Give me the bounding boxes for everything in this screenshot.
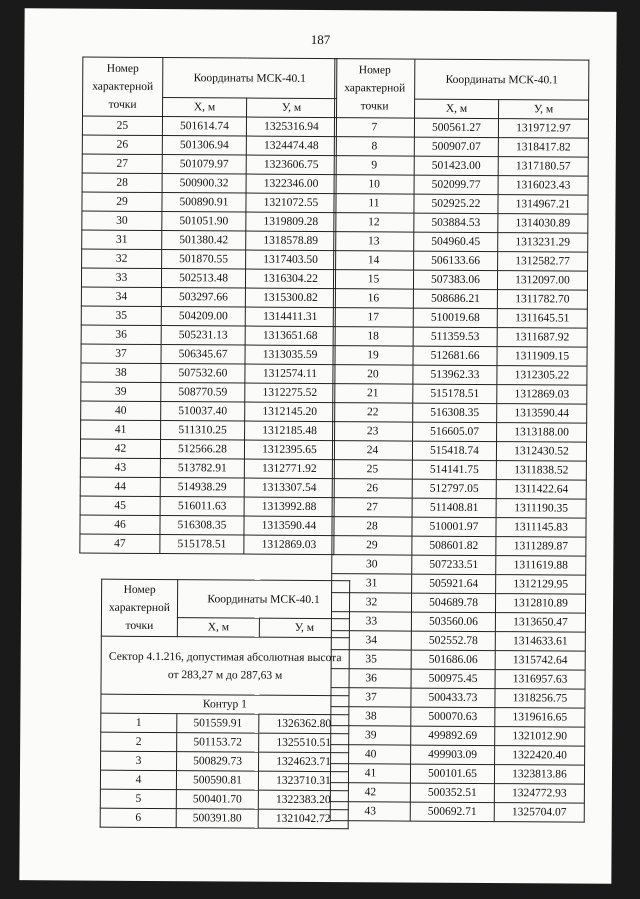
point-number-cell: 32 xyxy=(331,593,411,612)
point-number-cell: 42 xyxy=(80,439,160,458)
y-coordinate-cell: 1311190.35 xyxy=(496,499,586,519)
x-coordinate-cell: 507532.60 xyxy=(161,364,245,384)
x-coordinate-cell: 500590.81 xyxy=(176,771,258,791)
x-coordinate-cell: 508770.59 xyxy=(161,383,245,403)
y-coordinate-cell: 1312771.92 xyxy=(244,459,334,479)
y-coordinate-cell: 1319712.97 xyxy=(498,119,588,139)
y-coordinate-cell: 1323606.75 xyxy=(246,155,336,175)
point-number-cell: 35 xyxy=(331,650,411,669)
table-row xyxy=(331,745,585,766)
header-x: X, м xyxy=(177,618,259,638)
y-coordinate-cell: 1311838.52 xyxy=(496,461,586,481)
table-row xyxy=(331,631,585,652)
y-coordinate-cell: 1322383.20 xyxy=(258,790,348,810)
point-number-cell: 30 xyxy=(82,211,162,230)
y-coordinate-cell: 1318578.89 xyxy=(246,231,336,251)
point-number-cell: 44 xyxy=(80,477,160,496)
table-row xyxy=(332,536,586,557)
x-coordinate-cell: 511359.53 xyxy=(413,327,497,347)
y-coordinate-cell: 1323710.31 xyxy=(258,771,348,791)
y-coordinate-cell: 1316304.22 xyxy=(245,269,335,289)
table-row xyxy=(333,289,587,310)
table-row xyxy=(100,789,348,810)
y-coordinate-cell: 1312395.65 xyxy=(244,440,334,460)
y-coordinate-cell: 1312574.11 xyxy=(245,364,335,384)
point-number-cell: 39 xyxy=(81,382,161,401)
x-coordinate-cell: 500829.73 xyxy=(177,752,259,772)
x-coordinate-cell: 501559.91 xyxy=(177,714,259,734)
x-coordinate-cell: 499903.09 xyxy=(411,745,495,765)
point-number-cell: 46 xyxy=(80,515,160,534)
table-row xyxy=(80,458,334,479)
point-number-cell: 31 xyxy=(82,230,162,249)
table-row xyxy=(82,173,336,194)
header-point-number: Номер характерной точки xyxy=(101,579,177,636)
table-row xyxy=(334,156,588,177)
table-row xyxy=(82,230,336,251)
table-row xyxy=(334,137,588,158)
point-number-cell: 9 xyxy=(334,156,414,175)
x-coordinate-cell: 500070.63 xyxy=(411,707,495,727)
y-coordinate-cell: 1322420.40 xyxy=(495,746,585,766)
point-number-cell: 4 xyxy=(100,770,176,789)
table-row xyxy=(330,764,584,785)
point-number-cell: 33 xyxy=(81,268,161,287)
point-number-cell: 21 xyxy=(333,384,413,403)
table-row xyxy=(101,713,349,734)
x-coordinate-cell: 502925.22 xyxy=(414,194,498,214)
x-coordinate-cell: 516011.63 xyxy=(160,497,244,517)
table-row xyxy=(333,270,587,291)
x-coordinate-cell: 513782.91 xyxy=(160,459,244,479)
point-number-cell: 24 xyxy=(332,441,412,460)
table-row xyxy=(331,707,585,728)
table-row xyxy=(331,726,585,747)
y-coordinate-cell: 1315742.64 xyxy=(495,651,585,671)
point-number-cell: 7 xyxy=(334,118,414,137)
x-coordinate-cell: 500907.07 xyxy=(414,137,498,157)
table-row xyxy=(80,477,334,498)
table-row xyxy=(81,382,335,403)
y-coordinate-cell: 1312275.52 xyxy=(245,383,335,403)
y-coordinate-cell: 1312145.20 xyxy=(245,402,335,422)
table-row xyxy=(333,327,587,348)
point-number-cell: 14 xyxy=(334,251,414,270)
table-row xyxy=(334,251,588,272)
point-number-cell: 25 xyxy=(82,116,162,135)
table-row xyxy=(80,496,334,517)
table-row xyxy=(80,515,334,536)
y-coordinate-cell: 1315300.82 xyxy=(245,288,335,308)
table-row xyxy=(81,344,335,365)
header-x: X, м xyxy=(415,99,499,119)
table-row xyxy=(81,306,335,327)
y-coordinate-cell: 1321072.55 xyxy=(246,193,336,213)
point-number-cell: 38 xyxy=(331,707,411,726)
table-row xyxy=(82,211,336,232)
table-row xyxy=(100,808,348,829)
point-number-cell: 41 xyxy=(330,764,410,783)
y-coordinate-cell: 1312430.52 xyxy=(496,442,586,462)
point-number-cell: 28 xyxy=(82,173,162,192)
y-coordinate-cell: 1313650.47 xyxy=(495,613,585,633)
table-row xyxy=(330,802,584,823)
table-row xyxy=(331,650,585,671)
y-coordinate-cell: 1311145.83 xyxy=(496,518,586,538)
x-coordinate-cell: 506345.67 xyxy=(161,345,245,365)
point-number-cell: 25 xyxy=(332,460,412,479)
table-row xyxy=(82,116,336,137)
table-row xyxy=(332,555,586,576)
point-number-cell: 43 xyxy=(330,802,410,821)
y-coordinate-cell: 1322346.00 xyxy=(246,174,336,194)
y-coordinate-cell: 1314030.89 xyxy=(498,214,588,234)
y-coordinate-cell: 1313651.68 xyxy=(245,326,335,346)
page-number: 187 xyxy=(310,31,331,48)
y-coordinate-cell: 1317403.50 xyxy=(246,250,336,270)
x-coordinate-cell: 508686.21 xyxy=(413,289,497,309)
table-row xyxy=(82,135,336,156)
point-number-cell: 10 xyxy=(334,175,414,194)
point-number-cell: 29 xyxy=(82,192,162,211)
y-coordinate-cell: 1312129.95 xyxy=(496,575,586,595)
point-number-cell: 36 xyxy=(331,669,411,688)
table-row xyxy=(334,213,588,234)
table-row xyxy=(82,192,336,213)
table-row xyxy=(332,479,586,500)
point-number-cell: 3 xyxy=(101,751,177,770)
table-row xyxy=(332,517,586,538)
header-point-number: Номер характерной точки xyxy=(83,57,163,116)
point-number-cell: 35 xyxy=(81,306,161,325)
x-coordinate-cell: 503560.06 xyxy=(411,612,495,632)
table-row xyxy=(81,325,335,346)
x-coordinate-cell: 501079.97 xyxy=(162,155,246,175)
point-number-cell: 33 xyxy=(331,612,411,631)
table-row xyxy=(81,268,335,289)
y-coordinate-cell: 1316023.43 xyxy=(498,176,588,196)
x-coordinate-cell: 505921.64 xyxy=(412,574,496,594)
y-coordinate-cell: 1321042.72 xyxy=(258,809,348,829)
x-coordinate-cell: 516308.35 xyxy=(413,403,497,423)
y-coordinate-cell: 1312305.22 xyxy=(497,366,587,386)
x-coordinate-cell: 501380.42 xyxy=(162,231,246,251)
point-number-cell: 2 xyxy=(101,732,177,751)
point-number-cell: 27 xyxy=(82,154,162,173)
point-number-cell: 19 xyxy=(333,346,413,365)
y-coordinate-cell: 1311909.15 xyxy=(497,347,587,367)
y-coordinate-cell: 1312869.03 xyxy=(497,385,587,405)
x-coordinate-cell: 503884.53 xyxy=(414,213,498,233)
point-number-cell: 30 xyxy=(332,555,412,574)
y-coordinate-cell: 1324474.48 xyxy=(246,136,336,156)
x-coordinate-cell: 502552.78 xyxy=(411,631,495,651)
y-coordinate-cell: 1325704.07 xyxy=(494,803,584,823)
point-number-cell: 41 xyxy=(81,420,161,439)
header-y: У, м xyxy=(259,618,349,638)
y-coordinate-cell: 1314411.31 xyxy=(245,307,335,327)
point-number-cell: 31 xyxy=(332,574,412,593)
point-number-cell: 45 xyxy=(80,496,160,515)
x-coordinate-cell: 502099.77 xyxy=(414,175,498,195)
point-number-cell: 23 xyxy=(333,422,413,441)
y-coordinate-cell: 1319809.28 xyxy=(246,212,336,232)
x-coordinate-cell: 512566.28 xyxy=(160,440,244,460)
x-coordinate-cell: 504209.00 xyxy=(161,307,245,327)
y-coordinate-cell: 1312810.89 xyxy=(495,594,585,614)
point-number-cell: 26 xyxy=(82,135,162,154)
point-number-cell: 11 xyxy=(334,194,414,213)
table-row xyxy=(80,534,334,555)
coordinates-table-right xyxy=(330,58,590,823)
y-coordinate-cell: 1312097.00 xyxy=(497,271,587,291)
table-row xyxy=(332,460,586,481)
x-coordinate-cell: 510037.40 xyxy=(161,402,245,422)
x-coordinate-cell: 504689.78 xyxy=(411,593,495,613)
point-number-cell: 18 xyxy=(333,327,413,346)
y-coordinate-cell: 1311687.92 xyxy=(497,328,587,348)
table-row xyxy=(81,401,335,422)
x-coordinate-cell: 505231.13 xyxy=(161,326,245,346)
table-row xyxy=(330,783,584,804)
y-coordinate-cell: 1311782.70 xyxy=(497,290,587,310)
point-number-cell: 12 xyxy=(334,213,414,232)
document-page xyxy=(19,8,616,884)
y-coordinate-cell: 1312582.77 xyxy=(498,252,588,272)
point-number-cell: 32 xyxy=(82,249,162,268)
x-coordinate-cell: 501306.94 xyxy=(162,136,246,156)
x-coordinate-cell: 501051.90 xyxy=(162,212,246,232)
x-coordinate-cell: 500692.71 xyxy=(410,802,494,822)
y-coordinate-cell: 1311619.88 xyxy=(496,556,586,576)
table-row xyxy=(81,420,335,441)
point-number-cell: 37 xyxy=(81,344,161,363)
table-row xyxy=(334,175,588,196)
x-coordinate-cell: 507233.51 xyxy=(412,555,496,575)
x-coordinate-cell: 500352.51 xyxy=(410,783,494,803)
table-row xyxy=(334,118,588,139)
point-number-cell: 29 xyxy=(332,536,412,555)
point-number-cell: 40 xyxy=(81,401,161,420)
y-coordinate-cell: 1319616.65 xyxy=(495,708,585,728)
y-coordinate-cell: 1325316.94 xyxy=(246,117,336,137)
header-coordinates: Координаты МСК-40.1 xyxy=(163,58,337,99)
header-coordinates: Координаты МСК-40.1 xyxy=(415,59,589,100)
x-coordinate-cell: 501153.72 xyxy=(177,733,259,753)
y-coordinate-cell: 1323813.86 xyxy=(494,765,584,785)
y-coordinate-cell: 1318256.75 xyxy=(495,689,585,709)
point-number-cell: 43 xyxy=(80,458,160,477)
x-coordinate-cell: 512681.66 xyxy=(413,346,497,366)
x-coordinate-cell: 515418.74 xyxy=(412,441,496,461)
table-row xyxy=(333,346,587,367)
x-coordinate-cell: 501686.06 xyxy=(411,650,495,670)
x-coordinate-cell: 511310.25 xyxy=(161,421,245,441)
point-number-cell: 15 xyxy=(333,270,413,289)
y-coordinate-cell: 1318417.82 xyxy=(498,138,588,158)
x-coordinate-cell: 515178.51 xyxy=(413,384,497,404)
x-coordinate-cell: 500391.80 xyxy=(176,809,258,829)
table-row xyxy=(334,194,588,215)
table-row xyxy=(101,751,349,772)
sector-note: Сектор 4.1.216, допустимая абсолютная высота от 283,27 м до 287,63 м xyxy=(101,636,349,696)
table-body xyxy=(80,116,337,555)
coordinates-table-left xyxy=(79,57,337,556)
x-coordinate-cell: 500101.65 xyxy=(410,764,494,784)
table-row xyxy=(81,363,335,384)
y-coordinate-cell: 1324623.71 xyxy=(259,752,349,772)
x-coordinate-cell: 515178.51 xyxy=(160,535,244,555)
table-row xyxy=(100,770,348,791)
table-row xyxy=(332,441,586,462)
x-coordinate-cell: 510019.68 xyxy=(413,308,497,328)
point-number-cell: 17 xyxy=(333,308,413,327)
table-row xyxy=(333,422,587,443)
y-coordinate-cell: 1313590.44 xyxy=(497,404,587,424)
table-row xyxy=(80,439,334,460)
header-coordinates: Координаты МСК-40.1 xyxy=(177,580,349,619)
x-coordinate-cell: 500401.70 xyxy=(176,790,258,810)
x-coordinate-cell: 501870.55 xyxy=(162,250,246,270)
y-coordinate-cell: 1311289.87 xyxy=(496,537,586,557)
x-coordinate-cell: 500890.91 xyxy=(162,193,246,213)
point-number-cell: 47 xyxy=(80,534,160,553)
y-coordinate-cell: 1326362.80 xyxy=(259,714,349,734)
table-row xyxy=(331,669,585,690)
table-row xyxy=(332,498,586,519)
point-number-cell: 26 xyxy=(332,479,412,498)
y-coordinate-cell: 1313231.29 xyxy=(498,233,588,253)
y-coordinate-cell: 1313188.00 xyxy=(497,423,587,443)
y-coordinate-cell: 1312185.48 xyxy=(245,421,335,441)
x-coordinate-cell: 514141.75 xyxy=(412,460,496,480)
x-coordinate-cell: 500900.32 xyxy=(162,174,246,194)
point-number-cell: 22 xyxy=(333,403,413,422)
y-coordinate-cell: 1311645.51 xyxy=(497,309,587,329)
y-coordinate-cell: 1312869.03 xyxy=(244,535,334,555)
header-y: У, м xyxy=(499,100,589,120)
y-coordinate-cell: 1325510.51 xyxy=(259,733,349,753)
point-number-cell: 39 xyxy=(331,726,411,745)
contour-label: Контур 1 xyxy=(101,694,349,715)
point-number-cell: 6 xyxy=(100,808,176,827)
table-row xyxy=(333,365,587,386)
x-coordinate-cell: 500561.27 xyxy=(414,118,498,138)
y-coordinate-cell: 1316957.63 xyxy=(495,670,585,690)
y-coordinate-cell: 1321012.90 xyxy=(495,727,585,747)
table-row xyxy=(333,403,587,424)
table-body xyxy=(330,118,588,823)
point-number-cell: 34 xyxy=(81,287,161,306)
header-x: X, м xyxy=(163,98,247,118)
x-coordinate-cell: 506133.66 xyxy=(414,251,498,271)
point-number-cell: 38 xyxy=(81,363,161,382)
y-coordinate-cell: 1314967.21 xyxy=(498,195,588,215)
x-coordinate-cell: 500975.45 xyxy=(411,669,495,689)
point-number-cell: 37 xyxy=(331,688,411,707)
point-number-cell: 40 xyxy=(331,745,411,764)
table-row xyxy=(331,612,585,633)
coordinates-table-sector xyxy=(100,579,351,830)
x-coordinate-cell: 507383.06 xyxy=(413,270,497,290)
header-point-number: Номер характерной точки xyxy=(335,59,415,118)
y-coordinate-cell: 1314633.61 xyxy=(495,632,585,652)
x-coordinate-cell: 499892.69 xyxy=(411,726,495,746)
x-coordinate-cell: 501423.00 xyxy=(414,156,498,176)
table-row xyxy=(334,232,588,253)
x-coordinate-cell: 508601.82 xyxy=(412,536,496,556)
table-body xyxy=(100,636,349,829)
table-row xyxy=(82,249,336,270)
point-number-cell: 28 xyxy=(332,517,412,536)
y-coordinate-cell: 1313992.88 xyxy=(244,497,334,517)
point-number-cell: 16 xyxy=(333,289,413,308)
x-coordinate-cell: 500433.73 xyxy=(411,688,495,708)
point-number-cell: 13 xyxy=(334,232,414,251)
table-row xyxy=(82,154,336,175)
y-coordinate-cell: 1313307.54 xyxy=(244,478,334,498)
x-coordinate-cell: 514938.29 xyxy=(160,478,244,498)
header-y: У, м xyxy=(247,98,337,118)
point-number-cell: 1 xyxy=(101,713,177,732)
point-number-cell: 20 xyxy=(333,365,413,384)
x-coordinate-cell: 504960.45 xyxy=(414,232,498,252)
table-row xyxy=(331,593,585,614)
y-coordinate-cell: 1317180.57 xyxy=(498,157,588,177)
x-coordinate-cell: 503297.66 xyxy=(161,288,245,308)
x-coordinate-cell: 502513.48 xyxy=(161,269,245,289)
table-row xyxy=(333,384,587,405)
x-coordinate-cell: 501614.74 xyxy=(162,117,246,137)
table-row xyxy=(101,732,349,753)
y-coordinate-cell: 1311422.64 xyxy=(496,480,586,500)
point-number-cell: 8 xyxy=(334,137,414,156)
table-row xyxy=(81,287,335,308)
table-row xyxy=(332,574,586,595)
x-coordinate-cell: 513962.33 xyxy=(413,365,497,385)
x-coordinate-cell: 511408.81 xyxy=(412,498,496,518)
x-coordinate-cell: 516605.07 xyxy=(413,422,497,442)
table-row xyxy=(331,688,585,709)
x-coordinate-cell: 510001.97 xyxy=(412,517,496,537)
point-number-cell: 5 xyxy=(100,789,176,808)
point-number-cell: 36 xyxy=(81,325,161,344)
y-coordinate-cell: 1313035.59 xyxy=(245,345,335,365)
y-coordinate-cell: 1324772.93 xyxy=(494,784,584,804)
point-number-cell: 42 xyxy=(330,783,410,802)
table-row xyxy=(333,308,587,329)
y-coordinate-cell: 1313590.44 xyxy=(244,516,334,536)
x-coordinate-cell: 516308.35 xyxy=(160,516,244,536)
point-number-cell: 34 xyxy=(331,631,411,650)
x-coordinate-cell: 512797.05 xyxy=(412,479,496,499)
point-number-cell: 27 xyxy=(332,498,412,517)
